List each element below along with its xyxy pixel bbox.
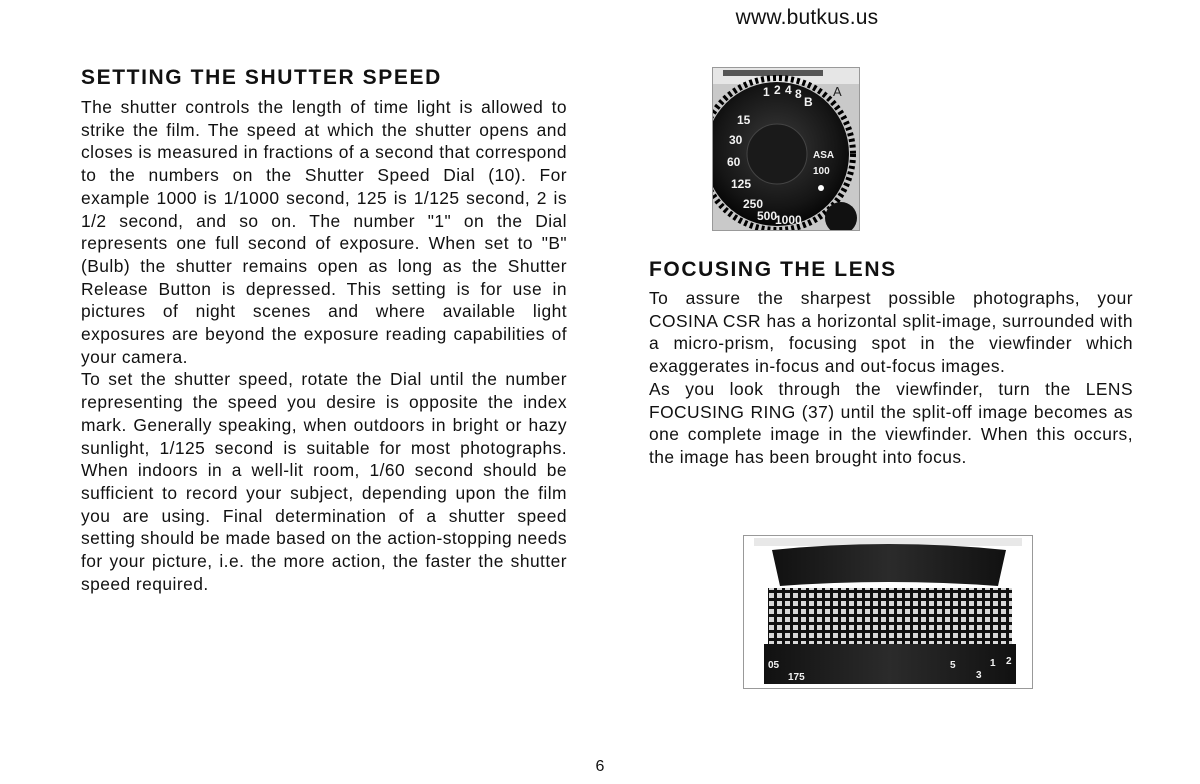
dial-speed-125: 125: [731, 177, 752, 191]
focusing-section: [649, 258, 1133, 469]
site-url: www.butkus.us: [735, 6, 879, 29]
dial-speed-500: 500: [757, 209, 778, 223]
distance-scale-05: 05: [768, 660, 780, 671]
shutter-speed-paragraph-1: The shutter controls the length of time light is allowed to strike the film. The speed at which the shutter opens and closes is measured in fractions of a second that correspond to the numbers on the Shutter Speed Dial (10). For example 1000 is 1/1000 second, 125 is 1/125 second, 2 is 1/2 second, and so on. The number "1" on the Dial represents one full second of exposure. When set to "B" (Bulb) the shutter remains open as long as the Shutter Release Button is depressed. This setting is for use in pictures of night scenes and where available light exposures are beyond the exposure reading capabilities of your camera.: [81, 97, 567, 367]
dial-speed-250: 250: [743, 197, 764, 211]
dial-speed-4: 4: [785, 83, 792, 97]
dial-speed-2: 2: [774, 83, 781, 97]
index-mark-label: A: [833, 84, 842, 99]
dial-speed-1000: 1000: [775, 213, 802, 227]
distance-scale-5: 5: [950, 660, 956, 671]
shutter-dial-photo: [712, 67, 860, 231]
dial-speed-8: 8: [795, 87, 802, 101]
shutter-speed-paragraph-2: To set the shutter speed, rotate the Dial until the number representing the speed you desire is opposite the index mark. Generally speaking, when outdoors in bright or hazy sunlight, 1/125 second is suitable for most photographs. When indoors in a well-lit room, 1/60 second should be sufficient to record your subject, depending upon the film you are using. Final determination of a shutter speed setting should be made based on the action-stopping needs for your picture, i.e. the more action, the faster the shutter speed required.: [81, 369, 567, 594]
distance-scale-2: 2: [1006, 656, 1012, 667]
dial-speed-b: B: [804, 95, 813, 109]
shutter-speed-heading: SETTING THE SHUTTER SPEED: [81, 66, 442, 89]
asa-label: ASA: [813, 150, 835, 161]
dial-speed-30: 30: [729, 133, 743, 147]
asa-value: 100: [813, 166, 830, 177]
focusing-paragraph-1: To assure the sharpest possible photographs, your COSINA CSR has a horizontal split-image, surrounded with a micro-prism, focusing spot in the viewfinder which exaggerates in-focus and out-focus images.: [649, 288, 1133, 377]
dial-speed-1: 1: [763, 85, 770, 99]
shutter-dial-illustration: [713, 68, 859, 230]
distance-scale-175: 175: [788, 672, 805, 683]
distance-scale-1: 1: [990, 658, 996, 669]
shutter-speed-section: [81, 66, 567, 595]
dial-speed-15: 15: [737, 113, 751, 127]
page-number: 6: [595, 758, 605, 775]
lens-focusing-ring-photo: [743, 535, 1033, 689]
dial-speed-60: 60: [727, 155, 741, 169]
focusing-heading: FOCUSING THE LENS: [649, 258, 897, 281]
lens-illustration: [744, 536, 1032, 688]
focusing-paragraph-2: As you look through the viewfinder, turn the LENS FOCUSING RING (37) until the split-off image becomes as one complete image in the viewfinder. When this occurs, the image has been brought into focus.: [649, 378, 1133, 467]
distance-scale-3: 3: [976, 670, 982, 681]
